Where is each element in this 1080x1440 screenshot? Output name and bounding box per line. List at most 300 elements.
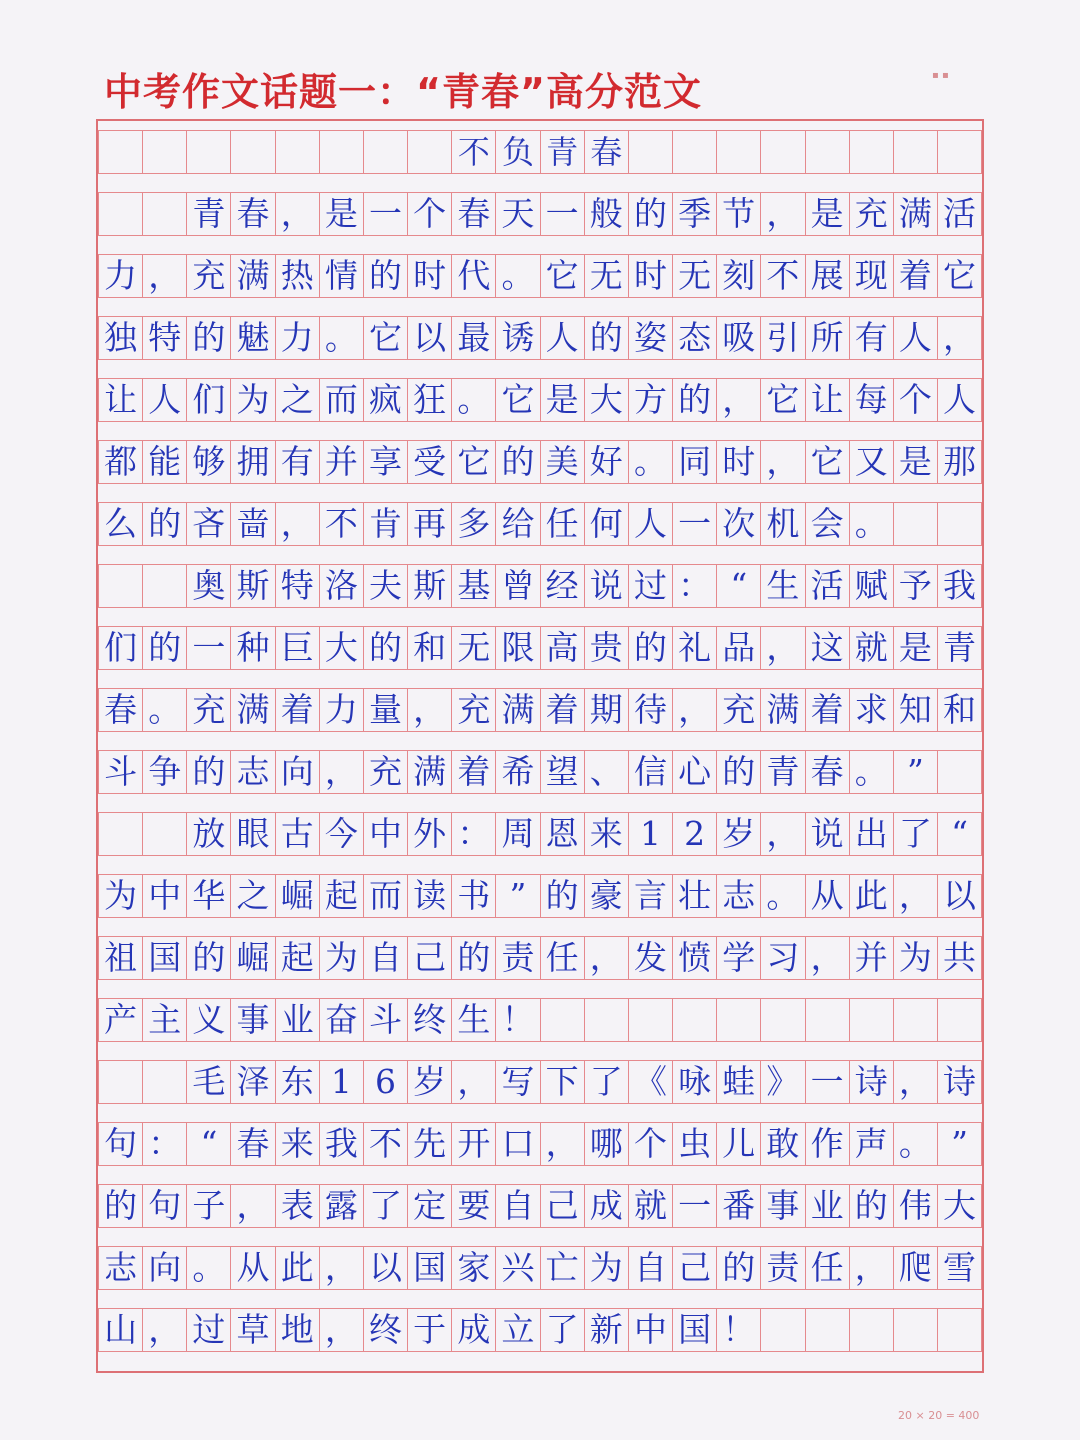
- grid-cell: 了: [894, 813, 938, 855]
- grid-cell: 么: [98, 503, 143, 545]
- grid-cell: 它: [806, 441, 850, 483]
- grid-cell: 让: [806, 379, 850, 421]
- grid-cell: 着: [541, 689, 585, 731]
- grid-cell: ”: [894, 751, 938, 793]
- grid-cell: 任: [541, 937, 585, 979]
- grid-cell: 起: [320, 875, 364, 917]
- grid-cell: [938, 503, 982, 545]
- grid-cell: ，: [320, 1309, 364, 1351]
- grid-cell: 的: [187, 937, 231, 979]
- grid-cell: 限: [496, 627, 540, 669]
- grid-cell: 人: [143, 379, 187, 421]
- grid-cell: 受: [408, 441, 452, 483]
- grid-cell: 够: [187, 441, 231, 483]
- grid-cell: 心: [673, 751, 717, 793]
- grid-cell: 为: [585, 1247, 629, 1289]
- grid-cell: 人: [894, 317, 938, 359]
- grid-cell: 定: [408, 1185, 452, 1227]
- grid-cell: 信: [629, 751, 673, 793]
- grid-count-note: 20 × 20 = 400: [898, 1409, 980, 1422]
- grid-cell: [320, 131, 364, 173]
- grid-cell: 崛: [276, 875, 320, 917]
- grid-cell: 一: [673, 1185, 717, 1227]
- grid-cell: 草: [231, 1309, 275, 1351]
- grid-cell: ，: [761, 193, 805, 235]
- grid-row: [98, 1184, 982, 1228]
- grid-cell: 愤: [673, 937, 717, 979]
- grid-cell: 一: [364, 193, 408, 235]
- grid-cell: 是: [894, 627, 938, 669]
- grid-cell: 的: [187, 317, 231, 359]
- grid-cell: 为: [894, 937, 938, 979]
- grid-cell: 志: [98, 1247, 143, 1289]
- grid-cell: 它: [541, 255, 585, 297]
- grid-cell: 任: [541, 503, 585, 545]
- grid-cell: 口: [496, 1123, 540, 1165]
- grid-cell: 好: [585, 441, 629, 483]
- grid-cell: 力: [98, 255, 143, 297]
- grid-cell: 高: [541, 627, 585, 669]
- grid-cell: [938, 999, 982, 1041]
- grid-cell: ，: [761, 627, 805, 669]
- grid-cell: 以: [408, 317, 452, 359]
- grid-cell: 所: [806, 317, 850, 359]
- grid-cell: 责: [496, 937, 540, 979]
- grid-cell: 充: [717, 689, 761, 731]
- grid-cell: 刻: [717, 255, 761, 297]
- grid-cell: 量: [364, 689, 408, 731]
- grid-cell: 最: [452, 317, 496, 359]
- grid-cell: ，: [541, 1123, 585, 1165]
- grid-cell: 写: [496, 1061, 540, 1103]
- grid-cell: ，: [717, 379, 761, 421]
- grid-cell: [276, 131, 320, 173]
- grid-cell: 国: [408, 1247, 452, 1289]
- grid-cell: 满: [231, 255, 275, 297]
- grid-cell: 满: [761, 689, 805, 731]
- grid-cell: 成: [585, 1185, 629, 1227]
- grid-cell: 们: [187, 379, 231, 421]
- grid-cell: [850, 1309, 894, 1351]
- grid-cell: 来: [276, 1123, 320, 1165]
- grid-cell: 机: [761, 503, 805, 545]
- grid-cell: ，: [231, 1185, 275, 1227]
- grid-cell: 着: [452, 751, 496, 793]
- grid-cell: 奥: [187, 565, 231, 607]
- grid-cell: [806, 999, 850, 1041]
- manuscript-grid: [96, 119, 984, 1373]
- grid-cell: 美: [541, 441, 585, 483]
- grid-cell: 无: [452, 627, 496, 669]
- grid-row: [98, 626, 982, 670]
- grid-cell: ，: [761, 813, 805, 855]
- grid-cell: 崛: [231, 937, 275, 979]
- grid-cell: [364, 131, 408, 173]
- grid-cell: 为: [231, 379, 275, 421]
- grid-row: [98, 378, 982, 422]
- grid-cell: 的: [717, 751, 761, 793]
- grid-cell: 。: [496, 255, 540, 297]
- grid-row: [98, 812, 982, 856]
- grid-cell: 肯: [364, 503, 408, 545]
- grid-cell: [761, 131, 805, 173]
- grid-cell: 开: [452, 1123, 496, 1165]
- grid-cell: 有: [276, 441, 320, 483]
- grid-cell: 的: [452, 937, 496, 979]
- grid-cell: [938, 131, 982, 173]
- grid-cell: 充: [187, 255, 231, 297]
- grid-cell: 次: [717, 503, 761, 545]
- grid-cell: 都: [98, 441, 143, 483]
- grid-cell: 学: [717, 937, 761, 979]
- grid-cell: 的: [541, 875, 585, 917]
- grid-cell: 成: [452, 1309, 496, 1351]
- grid-cell: 独: [98, 317, 143, 359]
- title-row: [98, 130, 982, 174]
- grid-cell: 种: [231, 627, 275, 669]
- grid-cell: [629, 131, 673, 173]
- grid-cell: 狂: [408, 379, 452, 421]
- grid-cell: 过: [629, 565, 673, 607]
- grid-cell: ，: [673, 689, 717, 731]
- grid-cell: ”: [938, 1123, 982, 1165]
- grid-cell: 自: [496, 1185, 540, 1227]
- grid-cell: [143, 565, 187, 607]
- grid-cell: 事: [761, 1185, 805, 1227]
- grid-cell: 义: [187, 999, 231, 1041]
- grid-cell: [629, 999, 673, 1041]
- grid-cell: 并: [320, 441, 364, 483]
- grid-cell: 大: [585, 379, 629, 421]
- grid-cell: 眼: [231, 813, 275, 855]
- grid-cell: 给: [496, 503, 540, 545]
- grid-cell: [187, 131, 231, 173]
- grid-cell: 6: [364, 1061, 408, 1103]
- grid-cell: 伟: [894, 1185, 938, 1227]
- grid-row: [98, 1246, 982, 1290]
- grid-cell: 春: [231, 193, 275, 235]
- grid-cell: 何: [585, 503, 629, 545]
- grid-cell: 自: [629, 1247, 673, 1289]
- grid-cell: 国: [673, 1309, 717, 1351]
- grid-cell: 这: [806, 627, 850, 669]
- grid-cell: 我: [938, 565, 982, 607]
- grid-cell: 每: [850, 379, 894, 421]
- grid-cell: 满: [231, 689, 275, 731]
- grid-cell: 。: [187, 1247, 231, 1289]
- grid-cell: 那: [938, 441, 982, 483]
- grid-cell: 能: [143, 441, 187, 483]
- grid-cell: ：: [452, 813, 496, 855]
- grid-cell: [143, 813, 187, 855]
- grid-row: [98, 502, 982, 546]
- grid-cell: 并: [850, 937, 894, 979]
- grid-cell: 国: [143, 937, 187, 979]
- grid-cell: 》: [761, 1061, 805, 1103]
- grid-cell: [408, 131, 452, 173]
- grid-cell: 贵: [585, 627, 629, 669]
- grid-cell: 有: [850, 317, 894, 359]
- grid-cell: 的: [585, 317, 629, 359]
- grid-cell: 待: [629, 689, 673, 731]
- grid-cell: 人: [629, 503, 673, 545]
- grid-cell: 大: [320, 627, 364, 669]
- grid-cell: 疯: [364, 379, 408, 421]
- grid-cell: 。: [850, 503, 894, 545]
- grid-cell: 会: [806, 503, 850, 545]
- grid-cell: ，: [894, 875, 938, 917]
- grid-cell: 春: [231, 1123, 275, 1165]
- grid-cell: 志: [231, 751, 275, 793]
- grid-cell: 满: [894, 193, 938, 235]
- grid-cell: 发: [629, 937, 673, 979]
- grid-cell: 的: [717, 1247, 761, 1289]
- grid-cell: 恩: [541, 813, 585, 855]
- grid-cell: 此: [276, 1247, 320, 1289]
- grid-cell: 力: [320, 689, 364, 731]
- grid-cell: 节: [717, 193, 761, 235]
- grid-cell: 诱: [496, 317, 540, 359]
- grid-cell: 多: [452, 503, 496, 545]
- grid-cell: 亡: [541, 1247, 585, 1289]
- grid-cell: 着: [894, 255, 938, 297]
- grid-cell: 热: [276, 255, 320, 297]
- grid-cell: [806, 131, 850, 173]
- grid-cell: 的: [364, 255, 408, 297]
- grid-cell: 1: [320, 1061, 364, 1103]
- grid-cell: 业: [276, 999, 320, 1041]
- grid-cell: 向: [276, 751, 320, 793]
- grid-cell: 它: [761, 379, 805, 421]
- grid-cell: 己: [408, 937, 452, 979]
- grid-cell: ：: [673, 565, 717, 607]
- grid-cell: [98, 131, 143, 173]
- grid-cell: 共: [938, 937, 982, 979]
- grid-cell: 。: [320, 317, 364, 359]
- grid-cell: 蛙: [717, 1061, 761, 1103]
- grid-cell: 露: [320, 1185, 364, 1227]
- grid-cell: 毛: [187, 1061, 231, 1103]
- grid-cell: 享: [364, 441, 408, 483]
- grid-cell: 一: [187, 627, 231, 669]
- grid-cell: 豪: [585, 875, 629, 917]
- grid-cell: [98, 1061, 143, 1103]
- grid-cell: 。: [850, 751, 894, 793]
- grid-cell: 洛: [320, 565, 364, 607]
- grid-cell: [231, 131, 275, 173]
- grid-cell: ，: [143, 255, 187, 297]
- grid-cell: 青: [761, 751, 805, 793]
- grid-cell: 负: [496, 131, 540, 173]
- grid-cell: ：: [143, 1123, 187, 1165]
- grid-row: [98, 688, 982, 732]
- grid-cell: [850, 131, 894, 173]
- grid-cell: 充: [850, 193, 894, 235]
- grid-cell: 放: [187, 813, 231, 855]
- grid-cell: [143, 193, 187, 235]
- grid-cell: 不: [452, 131, 496, 173]
- grid-cell: 品: [717, 627, 761, 669]
- grid-cell: [850, 999, 894, 1041]
- grid-cell: 争: [143, 751, 187, 793]
- grid-cell: 作: [806, 1123, 850, 1165]
- grid-cell: ！: [496, 999, 540, 1041]
- grid-cell: 它: [496, 379, 540, 421]
- grid-cell: 不: [364, 1123, 408, 1165]
- grid-cell: 希: [496, 751, 540, 793]
- grid-cell: [98, 813, 143, 855]
- grid-cell: 为: [320, 937, 364, 979]
- grid-row: [98, 1122, 982, 1166]
- grid-cell: [894, 1309, 938, 1351]
- grid-cell: 基: [452, 565, 496, 607]
- grid-cell: 再: [408, 503, 452, 545]
- grid-cell: 期: [585, 689, 629, 731]
- grid-cell: 时: [717, 441, 761, 483]
- grid-cell: 周: [496, 813, 540, 855]
- grid-cell: 斗: [364, 999, 408, 1041]
- grid-cell: 1: [629, 813, 673, 855]
- grid-cell: 虫: [673, 1123, 717, 1165]
- grid-cell: 的: [496, 441, 540, 483]
- grid-cell: 无: [673, 255, 717, 297]
- grid-cell: 求: [850, 689, 894, 731]
- grid-cell: 。: [629, 441, 673, 483]
- grid-cell: 活: [806, 565, 850, 607]
- grid-cell: 书: [452, 875, 496, 917]
- grid-cell: 的: [850, 1185, 894, 1227]
- grid-cell: 个: [894, 379, 938, 421]
- grid-row: [98, 564, 982, 608]
- grid-cell: 华: [187, 875, 231, 917]
- grid-cell: 方: [629, 379, 673, 421]
- grid-cell: 它: [452, 441, 496, 483]
- grid-cell: 着: [276, 689, 320, 731]
- grid-cell: 儿: [717, 1123, 761, 1165]
- grid-cell: 说: [806, 813, 850, 855]
- grid-cell: 此: [850, 875, 894, 917]
- grid-cell: [894, 999, 938, 1041]
- grid-cell: 就: [850, 627, 894, 669]
- grid-cell: 春: [452, 193, 496, 235]
- grid-cell: 活: [938, 193, 982, 235]
- grid-cell: 番: [717, 1185, 761, 1227]
- grid-cell: 说: [585, 565, 629, 607]
- grid-cell: 个: [408, 193, 452, 235]
- grid-cell: [143, 131, 187, 173]
- grid-cell: ”: [496, 875, 540, 917]
- grid-cell: ！: [717, 1309, 761, 1351]
- grid-cell: 言: [629, 875, 673, 917]
- grid-cell: 是: [320, 193, 364, 235]
- grid-cell: [761, 999, 805, 1041]
- grid-cell: 地: [276, 1309, 320, 1351]
- grid-cell: 自: [364, 937, 408, 979]
- grid-cell: ，: [320, 751, 364, 793]
- grid-cell: 赋: [850, 565, 894, 607]
- grid-cell: 以: [938, 875, 982, 917]
- grid-cell: 志: [717, 875, 761, 917]
- grid-cell: 的: [629, 627, 673, 669]
- grid-cell: ，: [276, 193, 320, 235]
- grid-cell: 2: [673, 813, 717, 855]
- corner-mark: ▪ ▪: [932, 70, 949, 81]
- grid-cell: 了: [585, 1061, 629, 1103]
- grid-cell: 诗: [938, 1061, 982, 1103]
- grid-cell: 着: [806, 689, 850, 731]
- grid-cell: 时: [629, 255, 673, 297]
- grid-cell: 泽: [231, 1061, 275, 1103]
- grid-cell: 奋: [320, 999, 364, 1041]
- grid-cell: 就: [629, 1185, 673, 1227]
- grid-cell: 了: [364, 1185, 408, 1227]
- grid-cell: 拥: [231, 441, 275, 483]
- grid-cell: 是: [806, 193, 850, 235]
- grid-cell: 充: [364, 751, 408, 793]
- grid-cell: 过: [187, 1309, 231, 1351]
- grid-cell: [894, 131, 938, 173]
- grid-cell: 句: [98, 1123, 143, 1165]
- grid-cell: ，: [894, 1061, 938, 1103]
- grid-cell: 中: [143, 875, 187, 917]
- grid-cell: 以: [364, 1247, 408, 1289]
- grid-cell: 人: [541, 317, 585, 359]
- grid-cell: 展: [806, 255, 850, 297]
- grid-cell: [894, 503, 938, 545]
- grid-row: [98, 874, 982, 918]
- grid-cell: 的: [143, 503, 187, 545]
- grid-cell: 哪: [585, 1123, 629, 1165]
- grid-cell: 雪: [938, 1247, 982, 1289]
- grid-cell: 情: [320, 255, 364, 297]
- grid-cell: [761, 1309, 805, 1351]
- grid-cell: 望: [541, 751, 585, 793]
- grid-cell: 之: [231, 875, 275, 917]
- grid-cell: 夫: [364, 565, 408, 607]
- grid-cell: ，: [276, 503, 320, 545]
- grid-cell: ，: [938, 317, 982, 359]
- grid-cell: ，: [320, 1247, 364, 1289]
- grid-cell: 子: [187, 1185, 231, 1227]
- grid-cell: 人: [938, 379, 982, 421]
- grid-cell: 斗: [98, 751, 143, 793]
- grid-cell: 爬: [894, 1247, 938, 1289]
- grid-cell: 外: [408, 813, 452, 855]
- grid-cell: [143, 1061, 187, 1103]
- grid-cell: 一: [806, 1061, 850, 1103]
- grid-cell: 己: [541, 1185, 585, 1227]
- grid-cell: 们: [98, 627, 143, 669]
- grid-cell: 和: [408, 627, 452, 669]
- grid-cell: 生: [761, 565, 805, 607]
- grid-cell: 出: [850, 813, 894, 855]
- grid-cell: 表: [276, 1185, 320, 1227]
- grid-cell: 中: [364, 813, 408, 855]
- grid-cell: 于: [408, 1309, 452, 1351]
- grid-cell: 敢: [761, 1123, 805, 1165]
- grid-cell: 诗: [850, 1061, 894, 1103]
- grid-cell: 力: [276, 317, 320, 359]
- grid-cell: 般: [585, 193, 629, 235]
- grid-cell: 岁: [717, 813, 761, 855]
- grid-cell: 的: [673, 379, 717, 421]
- grid-cell: 引: [761, 317, 805, 359]
- grid-cell: 啬: [231, 503, 275, 545]
- grid-cell: 兴: [496, 1247, 540, 1289]
- grid-cell: 了: [541, 1309, 585, 1351]
- grid-cell: [585, 999, 629, 1041]
- grid-cell: 我: [320, 1123, 364, 1165]
